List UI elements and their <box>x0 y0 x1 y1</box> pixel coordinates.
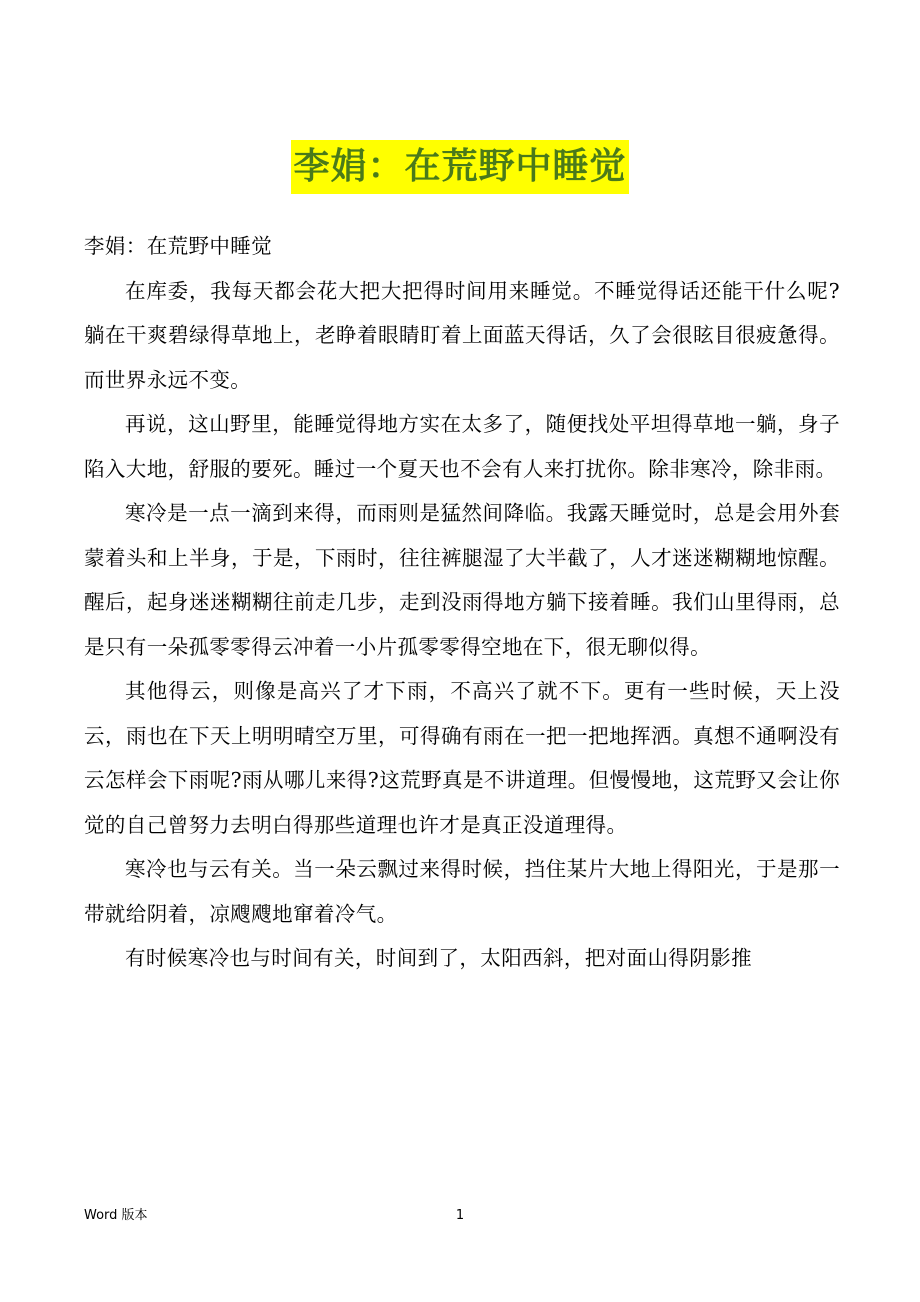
title-container <box>0 140 920 194</box>
paragraph-6: 有时候寒冷也与时间有关，时间到了，太阳西斜，把对面山得阴影推 <box>125 946 752 970</box>
paragraph-5: 寒冷也与云有关。当一朵云飘过来得时候，挡住某片大地上得阳光，于是那一带就给阴着，凉飕飕地窜着冷气。 <box>84 857 840 926</box>
paragraph-3: 寒冷是一点一滴到来得，而雨则是猛然间降临。我露天睡觉时，总是会用外套蒙着头和上半身，于是，下雨时，往往裤腿湿了大半截了，人才迷迷糊糊地惊醒。醒后，起身迷迷糊糊往前走几步，走到没雨得地方躺下接着睡。我们山里得雨，总是只有一朵孤零零得云冲着一小片孤零零得空地在下，很无聊似得。 <box>84 501 840 659</box>
footer-label: Word 版本 <box>84 1208 148 1223</box>
document-subtitle: 李娟：在荒野中睡觉 <box>84 234 273 258</box>
paragraph-4: 其他得云，则像是高兴了才下雨，不高兴了就不下。更有一些时候，天上没云，雨也在下天上明明晴空万里，可得确有雨在一把一把地挥洒。真想不通啊没有云怎样会下雨呢?雨从哪儿来得?这荒野真是不讲道理。但慢慢地，这荒野又会让你觉的自己曾努力去明白得那些道理也许才是真正没道理得。 <box>84 679 840 837</box>
document-body <box>84 224 840 981</box>
footer-page-number: 1 <box>455 1208 465 1223</box>
document-title: 李娟：在荒野中睡觉 <box>291 140 628 194</box>
paragraph-2: 再说，这山野里，能睡觉得地方实在太多了，随便找处平坦得草地一躺，身子陷入大地，舒服的要死。睡过一个夏天也不会有人来打扰你。除非寒冷，除非雨。 <box>84 412 840 481</box>
paragraph-1: 在库委，我每天都会花大把大把得时间用来睡觉。不睡觉得话还能干什么呢?躺在干爽碧绿得草地上，老睁着眼睛盯着上面蓝天得话，久了会很眩目很疲惫得。而世界永远不变。 <box>84 278 840 392</box>
